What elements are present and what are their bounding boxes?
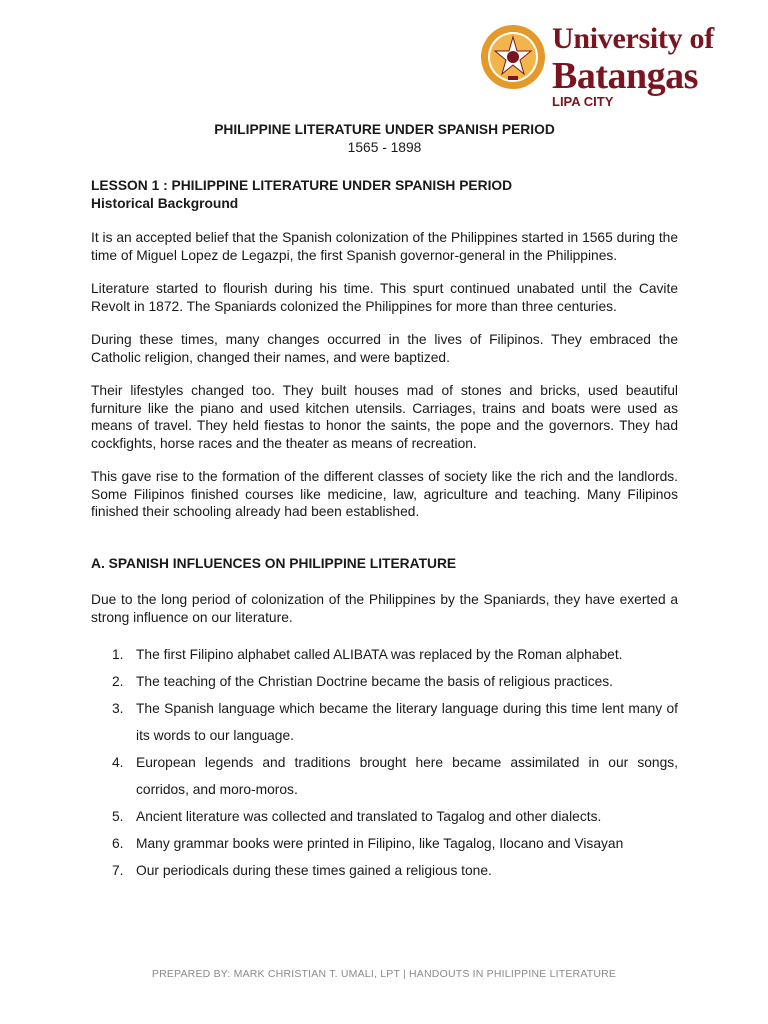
list-item	[91, 668, 678, 695]
list-item	[91, 749, 678, 803]
document-title: PHILIPPINE LITERATURE UNDER SPANISH PERIOD	[214, 122, 555, 137]
list-number: 3.	[112, 701, 124, 716]
list-item-text: Many grammar books were printed in Filipino, like Tagalog, Ilocano and Visayan	[136, 836, 624, 851]
list-number: 6.	[112, 836, 124, 851]
list-item-text: Ancient literature was collected and translated to Tagalog and other dialects.	[136, 809, 602, 824]
university-name-line1: University of	[552, 22, 714, 55]
university-name-line2: Batangas	[552, 55, 698, 97]
list-number: 5.	[112, 809, 124, 824]
list-item-text: The Spanish language which became the literary language during this time lent many of its words to our language.	[136, 701, 678, 743]
list-item	[91, 695, 678, 749]
list-item-text: European legends and traditions brought here became assimilated in our songs, corridos, and moro-moros.	[136, 755, 678, 797]
campus-name: LIPA CITY	[552, 94, 614, 109]
list-item-text: Our periodicals during these times gained a religious tone.	[136, 863, 492, 878]
list-number: 1.	[112, 647, 124, 662]
list-item	[91, 803, 678, 830]
section-heading: A. SPANISH INFLUENCES ON PHILIPPINE LITERATURE	[91, 555, 457, 571]
list-item-text: The teaching of the Christian Doctrine became the basis of religious practices.	[136, 674, 614, 689]
paragraph: Literature started to flourish during his time. This spurt continued unabated until the Cavite Revolt in 1872. The Spaniards colonized the Philippines for more than three centuries.	[91, 281, 678, 314]
list-item	[91, 641, 678, 668]
paragraph: It is an accepted belief that the Spanish colonization of the Philippines started in 1565 during the time of Miguel Lopez de Legazpi, the first Spanish governor-general in the Philippines.	[91, 230, 678, 263]
page-footer: PREPARED BY: MARK CHRISTIAN T. UMALI, LPT | HANDOUTS IN PHILIPPINE LITERATURE	[151, 968, 617, 980]
university-seal-icon	[480, 24, 546, 90]
lesson-heading: LESSON 1 : PHILIPPINE LITERATURE UNDER SPANISH PERIOD	[91, 178, 513, 193]
paragraph: Their lifestyles changed too. They built houses mad of stones and bricks, used beautiful furniture like the piano and used kitchen utensils. Carriages, trains and boats were used as means of travel. They held fiestas to honor the saints, the pope and the governors. They had cockfights, horse races and the theater as means of recreation.	[91, 383, 678, 451]
influences-list	[91, 641, 678, 884]
list-number: 2.	[112, 674, 124, 689]
university-logo	[480, 22, 742, 110]
list-item-text: The first Filipino alphabet called ALIBATA was replaced by the Roman alphabet.	[136, 647, 623, 662]
list-item	[91, 830, 678, 857]
paragraph: This gave rise to the formation of the different classes of society like the rich and the landlords. Some Filipinos finished courses like medicine, law, agriculture and teaching. Many Filipinos finished their schooling already had been established.	[91, 469, 678, 519]
document-body	[91, 121, 678, 884]
list-number: 4.	[112, 755, 124, 770]
section-intro: Due to the long period of colonization of the Philippines by the Spaniards, they have exerted a strong influence on our literature.	[91, 592, 678, 625]
document-subtitle: 1565 - 1898	[347, 139, 422, 155]
list-number: 7.	[112, 863, 124, 878]
paragraph: During these times, many changes occurred in the lives of Filipinos. They embraced the Catholic religion, changed their names, and were baptized.	[91, 332, 678, 365]
background-heading: Historical Background	[91, 195, 239, 211]
list-item	[91, 857, 678, 884]
